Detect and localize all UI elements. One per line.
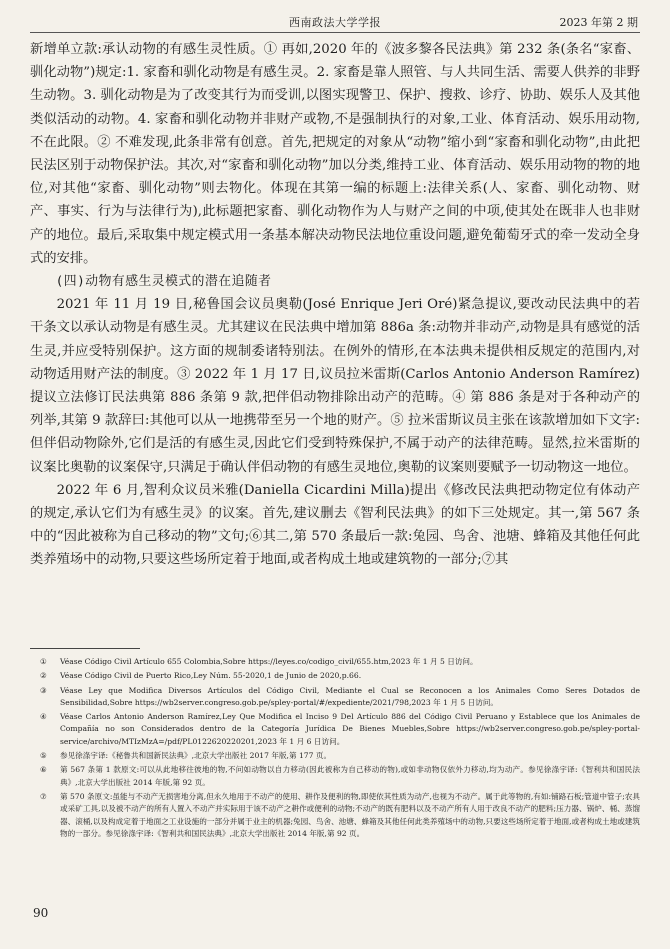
footnote-number: ⑦ [40, 791, 47, 801]
footnote-number: ⑥ [40, 765, 47, 775]
footnote-number: ④ [40, 712, 47, 722]
footnote-text: 第 570 条原文:虽能与不动产无损害地分离,但永久地用于不动产的使用、耕作及便利的物,即使依其性质为动产,也视为不动产。属于此等物的,有如:铺路石板;管道中管子;农具或采矿工具,以及被不动产的所有人置入不动产并实际用于该不动产之耕作或便利的动物;不动产的既有肥料以及不动产所有人用于改良不动产的肥料;压力器、锅炉、桶、蒸馏器、滚桶,以及构成定着于地面之工业设施的一部分并属于业主的机器;兔园、鸟舍、池塘、蜂箱及其他任何此类养殖场中的动物,只要这些场所定着于地面,或者构成土地或建筑物的一部分。参见徐涤宇译:《智利共和国民法典》,北京大学出版社 2014 年版,第 92 页。 [60, 791, 640, 838]
running-header [30, 8, 640, 33]
issue-label: 2023 年第 2 期 [559, 16, 638, 29]
footnote-number: ⑤ [40, 751, 47, 761]
footnote-text: 第 567 条第 1 款原文:可以从此地移往彼地的物,不问如动物以自力移动(因此被称为自己移动的物),或如非动物仅依外力移动,均为动产。参见徐涤宇译:《智利共和国民法典》,北京大学出版社 2014 年版,第 92 页。 [60, 765, 640, 787]
footnote [30, 685, 640, 710]
article-body [30, 38, 640, 572]
footnote-text: Véase Carlos Antonio Anderson Ramírez,Ley Que Modifica el Inciso 9 Del Artículo 886 del Código Civil Peruano y Establece que los Animales de Compañía no son Considerados dentro de la Categoría Jurídica De Bienes Muebles,Sobre https://wb2server.congreso.gob.pe/spley-portal-service/archivo/MTIzMzA=/pdf/PL0122620220201,2023 年 1 月 6 日访问。 [60, 712, 640, 746]
footnote-number: ② [40, 671, 47, 681]
footnote [30, 791, 640, 840]
footnote-text: Véase Código Civil de Puerto Rico,Ley Núm. 55-2020,1 de Junio de 2020,p.66. [60, 671, 362, 681]
footnote-text: Véase Ley que Modifica Diversos Artículos del Código Civil, Mediante el Cual se Reconocen a los Animales Como Seres Dotados de Sensibilidad,Sobre https://wb2server.congreso.gob.pe/spley-portal/#/expediente/2021/798,2023 年 1 月 5 日访问。 [60, 685, 640, 707]
footnote [30, 750, 640, 762]
footnote-number: ③ [40, 685, 47, 695]
footnotes [30, 656, 640, 842]
page-number: 90 [33, 906, 49, 920]
paragraph: 2021 年 11 月 19 日,秘鲁国会议员奥勒(José Enrique Jeri Oré)紧急提议,要改动民法典中的若干条文以承认动物是有感生灵。尤其建议在民法典中增加第 886a 条:动物并非动产,动物是具有感觉的活生灵,并应受特别保护。这方面的规制委诸特别法。在例外的情形,在本法典未提供相反规定的范围内,对动物适用财产法的制度。③ 2022 年 1 月 17 日,议员拉米雷斯(Carlos Antonio Anderson Ramírez)提议立法修订民法典第 886 条第 9 款,把伴侣动物排除出动产的范畴。④ 第 886 条是对于各种动产的列举,其第 9 款辞曰:其他可以从一地携带至另一个地的财产。⑤ 拉米雷斯议员主张在该款增加如下文字:但伴侣动物除外,它们是活的有感生灵,因此它们受到特殊保护,不属于动产的法律范畴。显然,拉米雷斯的议案比奥勒的议案保守,只满足于确认伴侣动物的有感生灵地位,奥勒的议案则要赋予一切动物这一地位。 [30, 297, 640, 475]
paragraph-continued: 新增单立款:承认动物的有感生灵性质。① 再如,2020 年的《波多黎各民法典》第 232 条(条名“家畜、驯化动物”)规定:1. 家畜和驯化动物是有感生灵。2. 家畜是靠人照管、与人共同生活、需要人供养的非野生动物。3. 驯化动物是为了改变其行为而受训,以图实现警卫、保护、搜救、诊疗、协助、娱乐人及其他类似活动的动物。4. 家畜和驯化动物并非财产或物,不是强制执行的对象,工业、体育活动、娱乐用动物,不在此限。② 不难发现,此条非常有创意。首先,把规定的对象从“动物”缩小到“家畜和驯化动物”,由此把民法区别于动物保护法。其次,对“家畜和驯化动物”加以分类,维持工业、体育活动、娱乐用动物的物的地位,对其他“家畜、驯化动物”则去物化。体现在其第一编的标题上:法律关系(人、家畜、驯化动物、财产、事实、行为与法律行为),此标题把家畜、驯化动物作为人与财产之间的中项,使其处在既非人也非财产的地位。最后,采取集中规定模式用一条基本解决动物民法地位重设问题,避免葡萄牙式的牵一发动全身式的安排。 [30, 42, 640, 266]
footnote-text: Véase Código Civil Artículo 655 Colombia,Sobre https://leyes.co/codigo_civil/655.htm,2023 年 1 月 5 日访问。 [60, 657, 478, 666]
footnote [30, 656, 640, 668]
section-heading: (四)动物有感生灵模式的潜在追随者 [55, 274, 272, 290]
footnote [30, 711, 640, 748]
footnote-text: 参见徐涤宇译:《秘鲁共和国新民法典》,北京大学出版社 2017 年版,第 177 页。 [60, 751, 332, 761]
footnote [30, 764, 640, 789]
footnote [30, 670, 640, 682]
journal-title: 西南政法大学学报 [289, 16, 381, 29]
footnote-separator [30, 648, 140, 649]
footnote-number: ① [40, 657, 47, 666]
paragraph: 2022 年 6 月,智利众议员米雅(Daniella Cicardini Milla)提出《修改民法典把动物定位有体动产的规定,承认它们为有感生灵》的议案。首先,建议删去《智利民法典》的如下三处规定。其一,第 567 条中的“因此被称为自己移动的物”文句;⑥其二,第 570 条最后一款:兔园、鸟舍、池塘、蜂箱及其他任何此类养殖场中的动物,只要这些场所定着于地面,或者构成土地或建筑物的一部分;⑦其 [30, 482, 640, 568]
